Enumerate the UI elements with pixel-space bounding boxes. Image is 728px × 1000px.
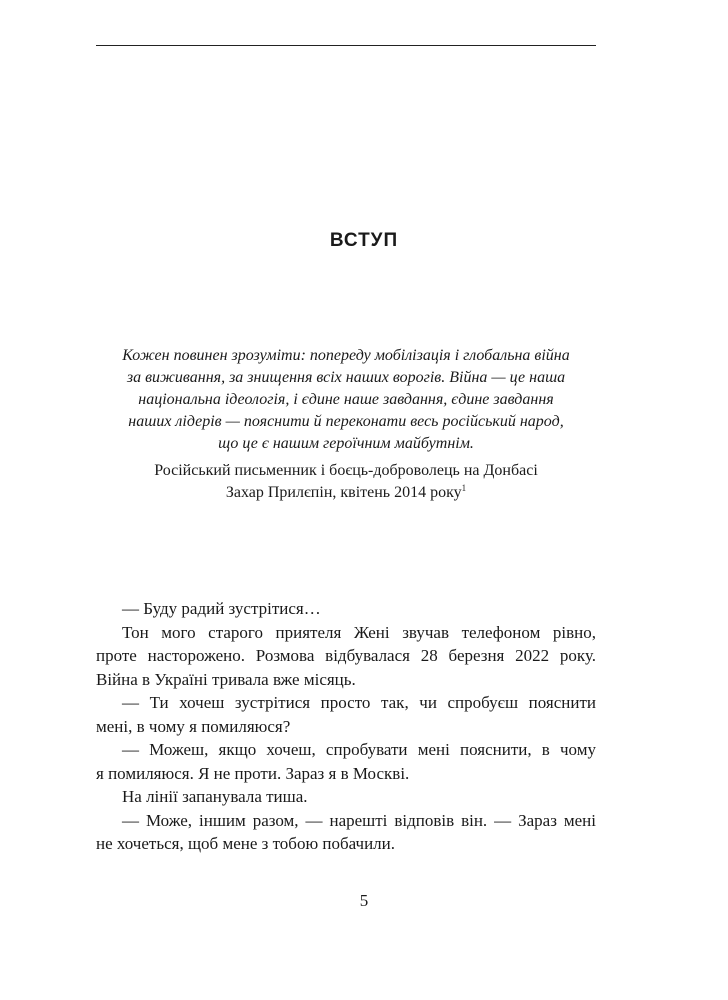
paragraph-line: Війна в Україні тривала вже місяць.: [96, 669, 356, 689]
epigraph: [96, 345, 596, 504]
header-rule: [96, 45, 596, 46]
paragraph-line: проте насторожено. Розмова відбувалася 28 березня 2022 року.: [96, 646, 596, 665]
attribution-name-date: Захар Прилєпін, квітень 2014 року: [225, 484, 462, 501]
paragraph-line: — Буду радий зустрітися…: [122, 599, 321, 618]
epigraph-line: наших лідерів — пояснити й переконати весь російський народ,: [128, 413, 564, 430]
epigraph-line: за виживання, за знищення всіх наших ворогів. Війна — це наша: [126, 369, 566, 386]
paragraph-line: Тон мого старого приятеля Жені звучав телефоном рівно,: [122, 622, 596, 642]
epigraph-attribution: [96, 460, 596, 504]
epigraph-line: що це є нашим героїчним майбутнім.: [218, 435, 474, 452]
footnote-marker[interactable]: 1: [461, 483, 467, 493]
page-number: 5: [359, 891, 369, 910]
attribution-author-name: [96, 482, 596, 504]
epigraph-line: Кожен повинен зрозуміти: попереду мобілізація і глобальна війна: [122, 347, 570, 364]
paragraph-line: На лінії запанувала тиша.: [122, 787, 308, 806]
paragraph-line: — Може, іншим разом, — нарешті відповів він. — Зараз мені: [122, 810, 596, 830]
chapter-title: ВСТУП: [329, 230, 399, 251]
body-text: [96, 597, 596, 856]
attribution-author-description: Російський письменник і боєць-доброволець на Донбасі: [154, 462, 538, 479]
paragraph-line: я помиляюся. Я не проти. Зараз я в Москві.: [96, 763, 410, 783]
epigraph-line: національна ідеологія, і єдине наше завдання, єдине завдання: [138, 391, 554, 408]
paragraph-line: мені, в чому я помиляюся?: [96, 716, 291, 736]
paragraph-line: — Можеш, якщо хочеш, спробувати мені пояснити, в чому: [122, 740, 596, 759]
paragraph-line: — Ти хочеш зустрітися просто так, чи спробуєш пояснити: [122, 693, 596, 712]
paragraph-line: не хочеться, щоб мене з тобою побачили.: [96, 834, 395, 853]
